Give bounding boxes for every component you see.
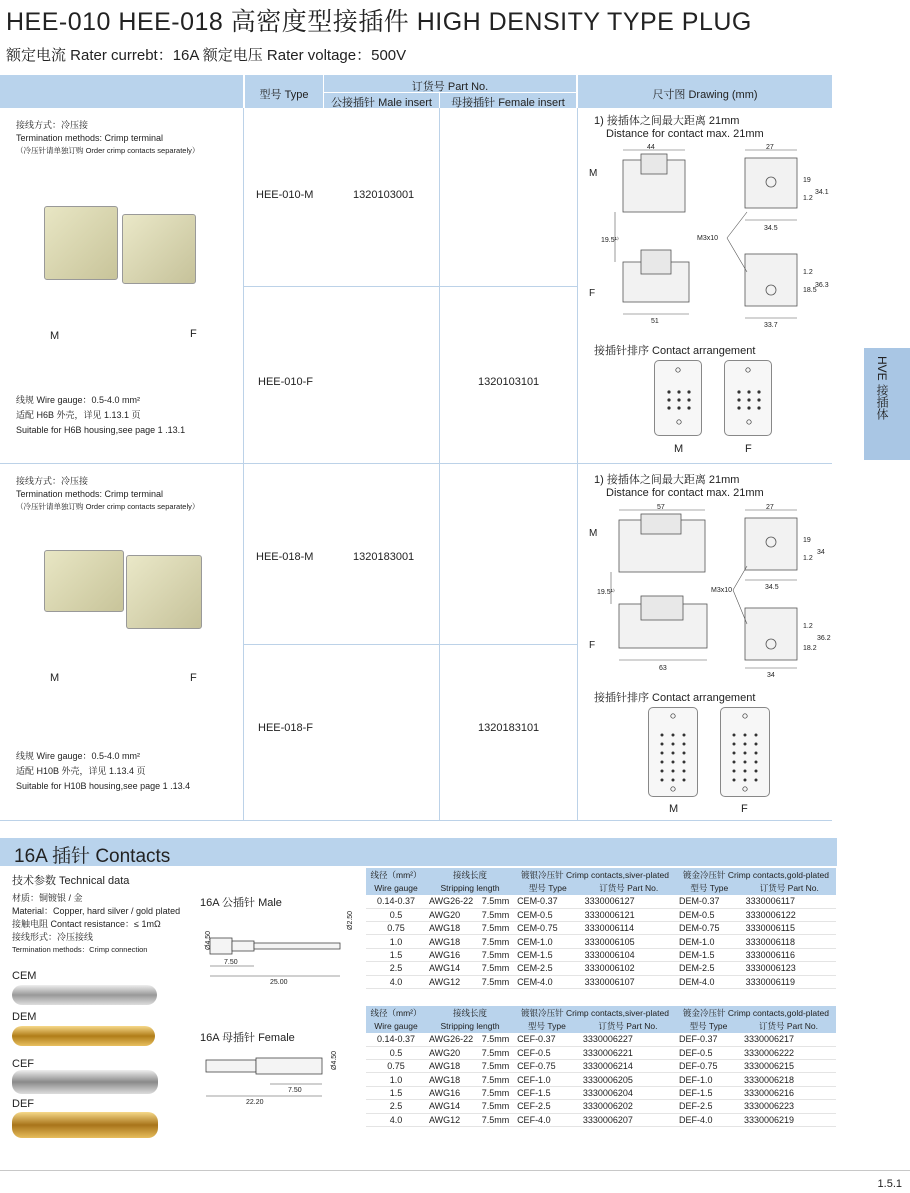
th-strip: 接线长度: [426, 868, 514, 881]
termination-en: Termination methods: Crimp terminal: [16, 489, 164, 499]
dim-h4: 18.5: [803, 287, 817, 294]
table-row: [366, 922, 836, 935]
table-row: [366, 935, 836, 948]
male-dim-l1: 7.50: [224, 959, 238, 966]
dim-side-top: 27: [766, 504, 774, 511]
table-cell: 3330006217: [741, 1033, 836, 1046]
table-cell: DEM-1.0: [676, 935, 743, 948]
table-cell: 1.5: [366, 1086, 426, 1099]
table-cell: AWG18: [426, 1073, 479, 1086]
th-wire: 线径（mm²）: [366, 868, 426, 881]
row1-label-f: F: [190, 328, 197, 340]
hee-010-photo-female: [122, 214, 196, 284]
table-cell: AWG12: [426, 1113, 479, 1126]
table-cell: 3330006202: [580, 1100, 676, 1113]
dim-h1: 19: [803, 537, 811, 544]
page-number: 1.5.1: [877, 1178, 902, 1190]
footer-divider: [0, 1170, 910, 1171]
table-cell: DEM-0.37: [676, 895, 743, 908]
table-cell: DEF-0.75: [676, 1060, 741, 1073]
th-gold: 镀金冷压针 Crimp contacts,gold-plated: [676, 1006, 836, 1019]
table-cell: 3330006221: [580, 1046, 676, 1059]
th-type: 型号 Type: [676, 1019, 741, 1032]
table-cell: 3330006105: [582, 935, 676, 948]
th-part: 订货号 Part No.: [741, 1019, 836, 1032]
th-strip-2: Stripping length: [426, 1019, 514, 1032]
table-cell: CEF-1.0: [514, 1073, 580, 1086]
table-cell: 3330006216: [741, 1086, 836, 1099]
th-type: 型号 Type: [514, 881, 582, 894]
table-cell: CEM-2.5: [514, 962, 582, 975]
th-gold: 镀金冷压针 Crimp contacts,gold-plated: [676, 868, 836, 881]
dim-gap: 19.5¹⁾: [601, 237, 619, 244]
table-cell: 2.5: [366, 962, 426, 975]
table-cell: CEF-0.5: [514, 1046, 580, 1059]
col-partno-header: 订货号 Part No.: [411, 81, 489, 93]
table-cell: 3330006107: [582, 975, 676, 988]
table-row: [366, 1046, 836, 1059]
material-cn: 材质：铜镀银 / 金: [12, 893, 83, 903]
table-cell: 0.75: [366, 1060, 426, 1073]
dim-h2: 1.2: [803, 195, 813, 202]
part-hee-018-m: 1320183001: [353, 551, 415, 563]
th-strip-2: Stripping length: [426, 881, 514, 894]
hee-018-pin-dots: [648, 707, 772, 799]
table-row: [366, 1073, 836, 1086]
side-tab-label: HVE 接插体: [875, 356, 889, 421]
table-cell: CEM-0.75: [514, 922, 582, 935]
dim-top-width: 44: [647, 144, 655, 151]
table-cell: 7.5mm: [479, 908, 514, 921]
female-dim-d1: Ø4.50: [331, 1050, 338, 1070]
table-cell: AWG26-22: [426, 1033, 479, 1046]
table-cell: 3330006118: [743, 935, 836, 948]
table-cell: 3330006117: [743, 895, 836, 908]
part-hee-010-m: 1320103001: [353, 189, 415, 201]
type-hee-010-f: HEE-010-F: [258, 376, 314, 388]
row2-arr-m: M: [669, 803, 679, 815]
resistance: 接触电阻 Contact resistance：≤ 1mΩ: [12, 919, 161, 929]
term-connection-en: Termination methods：Crimp connection: [12, 945, 148, 954]
th-type: 型号 Type: [676, 881, 743, 894]
table-cell: CEF-4.0: [514, 1113, 580, 1126]
type-hee-018-m: HEE-018-M: [256, 551, 314, 563]
dim-side-w2: 33.7: [764, 322, 778, 329]
table-cell: 3330006223: [741, 1100, 836, 1113]
male-contacts-table: [366, 868, 836, 989]
table-cell: DEM-2.5: [676, 962, 743, 975]
housing-cn: 适配 H10B 外壳，详见 1.13.4 页: [16, 766, 146, 776]
row1-arrangement-title: 接插针排序 Contact arrangement: [594, 345, 756, 357]
table-row: [366, 1033, 836, 1046]
table-cell: 0.14-0.37: [366, 895, 426, 908]
table-row: [366, 895, 836, 908]
table-row: [366, 1086, 836, 1099]
hee-018-photo-female: [126, 555, 202, 629]
table-cell: AWG16: [426, 948, 479, 961]
wire-gauge: 线规 Wire gauge：0.5-4.0 mm²: [16, 395, 141, 405]
table-cell: 7.5mm: [479, 895, 514, 908]
table-cell: AWG18: [426, 935, 479, 948]
table-cell: 3330006121: [582, 908, 676, 921]
table-cell: 3330006115: [743, 922, 836, 935]
table-cell: 1.0: [366, 935, 426, 948]
distance-en: Distance for contact max. 21mm: [606, 487, 764, 499]
female-title: 16A 母插针 Female: [200, 1032, 295, 1044]
table-cell: AWG14: [426, 1100, 479, 1113]
table-cell: 7.5mm: [479, 935, 514, 948]
table-cell: 7.5mm: [479, 962, 514, 975]
row1-arr-m: M: [674, 443, 684, 455]
male-dim-d2: Ø2.50: [347, 910, 354, 930]
row1-distance-note: [594, 115, 764, 141]
photo-label-dem: DEM: [12, 1011, 37, 1023]
table-cell: 7.5mm: [479, 1113, 514, 1126]
table-cell: 3330006104: [582, 948, 676, 961]
dim-screw: M3x10: [697, 235, 719, 242]
table-cell: 3330006227: [580, 1033, 676, 1046]
row2-arrangement-title: 接插针排序 Contact arrangement: [594, 692, 756, 704]
dim-h3: 34: [817, 549, 825, 556]
table-cell: 3330006102: [582, 962, 676, 975]
table-cell: CEM-1.5: [514, 948, 582, 961]
table-cell: 7.5mm: [479, 1033, 514, 1046]
dim-gap: 19.5¹⁾: [597, 589, 615, 596]
table-cell: CEM-1.0: [514, 935, 582, 948]
table-cell: DEF-0.37: [676, 1033, 741, 1046]
drawing-label-m: M: [589, 168, 598, 179]
dim-h1: 19: [803, 177, 811, 184]
dim-h5: 1.2: [803, 269, 813, 276]
table-cell: AWG12: [426, 975, 479, 988]
table-cell: 4.0: [366, 975, 426, 988]
table-cell: 7.5mm: [479, 1100, 514, 1113]
table-cell: 3330006119: [743, 975, 836, 988]
side-tab[interactable]: [864, 348, 910, 460]
type-hee-010-m: HEE-010-M: [256, 189, 314, 201]
table-cell: AWG18: [426, 1060, 479, 1073]
table-cell: 0.75: [366, 922, 426, 935]
female-pin-drawing: [196, 1040, 358, 1110]
table-cell: AWG20: [426, 1046, 479, 1059]
material-en: Material：Copper, hard silver / gold plated: [12, 906, 181, 916]
termination-en: Termination methods: Crimp terminal: [16, 133, 164, 143]
table-cell: 3330006116: [743, 948, 836, 961]
table-cell: 3330006204: [580, 1086, 676, 1099]
table-cell: 7.5mm: [479, 1046, 514, 1059]
row2-label-m: M: [50, 672, 60, 684]
dim-top-width: 57: [657, 504, 665, 511]
female-contacts-table: [366, 1006, 836, 1127]
table-cell: AWG16: [426, 1086, 479, 1099]
table-cell: CEM-0.5: [514, 908, 582, 921]
table-cell: DEF-0.5: [676, 1046, 741, 1059]
male-pin-drawing: [196, 908, 358, 988]
table-cell: 3330006218: [741, 1073, 836, 1086]
contacts-section-bar: [0, 838, 837, 866]
table-cell: AWG20: [426, 908, 479, 921]
part-hee-010-f: 1320103101: [478, 376, 540, 388]
photo-label-def: DEF: [12, 1098, 34, 1110]
table-cell: 3330006207: [580, 1113, 676, 1126]
table-cell: 3330006215: [741, 1060, 836, 1073]
cef-pin-photo: [12, 1070, 158, 1094]
table-cell: 7.5mm: [479, 1086, 514, 1099]
part-hee-018-f: 1320183101: [478, 722, 540, 734]
table-cell: 7.5mm: [479, 948, 514, 961]
th-type: 型号 Type: [514, 1019, 580, 1032]
th-wire: 线径（mm²）: [366, 1006, 426, 1019]
dem-pin-photo: [12, 1026, 155, 1046]
termination-note: （冷压针请单独订购 Order crimp contacts separately）: [16, 146, 200, 155]
table-cell: 7.5mm: [479, 975, 514, 988]
hee-018-dimension-drawing: [585, 500, 835, 680]
table-cell: CEM-0.37: [514, 895, 582, 908]
dim-bottom-width: 51: [651, 318, 659, 325]
termination-cn: 接线方式：冷压接: [16, 120, 89, 130]
table-cell: CEF-1.5: [514, 1086, 580, 1099]
drawing-label-m: M: [589, 528, 598, 539]
table-cell: DEF-2.5: [676, 1100, 741, 1113]
table-cell: CEM-4.0: [514, 975, 582, 988]
table-row: [366, 1100, 836, 1113]
drawing-label-f: F: [589, 288, 596, 299]
hee-010-photo-male: [44, 206, 118, 280]
table-cell: 4.0: [366, 1113, 426, 1126]
col-drawing-header: 尺寸图 Drawing (mm): [652, 89, 758, 101]
wire-gauge: 线规 Wire gauge：0.5-4.0 mm²: [16, 751, 141, 761]
row1-arr-f: F: [745, 443, 752, 455]
th-wire-2: Wire gauge: [366, 881, 426, 894]
dim-side-top: 27: [766, 144, 774, 151]
row1-description: [16, 119, 241, 156]
table-cell: 7.5mm: [479, 1060, 514, 1073]
termination-cn: 接线方式：冷压接: [16, 476, 89, 486]
dim-h6: 36.2: [817, 635, 831, 642]
table-cell: DEF-1.5: [676, 1086, 741, 1099]
table-row: [366, 948, 836, 961]
table-row: [366, 962, 836, 975]
table-cell: CEF-0.75: [514, 1060, 580, 1073]
dim-side-w1: 34.5: [764, 225, 778, 232]
def-pin-photo: [12, 1112, 158, 1138]
row2-specs: [16, 750, 241, 793]
hee-018-photo-male: [44, 550, 124, 612]
col-female-header: 母接插针 Female insert: [451, 97, 565, 109]
th-part: 订货号 Part No.: [580, 1019, 676, 1032]
dim-side-w1: 34.5: [765, 584, 779, 591]
male-dim-l2: 25.00: [270, 979, 288, 986]
housing-en: Suitable for H10B housing,see page 1 .13.4: [16, 781, 191, 791]
table-cell: CEF-2.5: [514, 1100, 580, 1113]
table-cell: 1.5: [366, 948, 426, 961]
page-title: HEE-010 HEE-018 高密度型接插件 HIGH DENSITY TYPE PLUG: [6, 8, 752, 36]
housing-en: Suitable for H6B housing,see page 1 .13.1: [16, 425, 186, 435]
table-row: [366, 1060, 836, 1073]
table-cell: 3330006127: [582, 895, 676, 908]
table-cell: 0.5: [366, 1046, 426, 1059]
distance-cn: 1) 接插体之间最大距离 21mm: [594, 115, 740, 127]
photo-label-cef: CEF: [12, 1058, 34, 1070]
col-male-header: 公接插针 Male insert: [331, 97, 432, 109]
housing-cn: 适配 H6B 外壳，详见 1.13.1 页: [16, 410, 141, 420]
dim-side-w2: 34: [767, 672, 775, 679]
table-cell: DEM-4.0: [676, 975, 743, 988]
table-row: [366, 1113, 836, 1126]
table-cell: 0.5: [366, 908, 426, 921]
distance-en: Distance for contact max. 21mm: [606, 128, 764, 140]
type-hee-018-f: HEE-018-F: [258, 722, 314, 734]
dim-bottom-width: 63: [659, 665, 667, 672]
table-cell: DEF-1.0: [676, 1073, 741, 1086]
row2-label-f: F: [190, 672, 197, 684]
table-row: [366, 975, 836, 988]
contacts-title: 16A 插针 Contacts: [14, 846, 171, 867]
th-strip: 接线长度: [426, 1006, 514, 1019]
table-cell: 7.5mm: [479, 922, 514, 935]
cem-pin-photo: [12, 985, 157, 1005]
dim-h2: 1.2: [803, 555, 813, 562]
table-cell: 3330006219: [741, 1113, 836, 1126]
dim-screw: M3x10: [711, 587, 733, 594]
table-cell: DEM-1.5: [676, 948, 743, 961]
table-cell: 3330006214: [580, 1060, 676, 1073]
technical-data: [12, 872, 202, 955]
table-cell: 3330006123: [743, 962, 836, 975]
col-type-header: 型号 Type: [259, 89, 309, 101]
dim-h3: 34.1: [815, 189, 829, 196]
table-cell: CEF-0.37: [514, 1033, 580, 1046]
table-cell: DEM-0.75: [676, 922, 743, 935]
row1-specs: [16, 394, 241, 437]
th-silver: 镀银冷压针 Crimp contacts,siver-plated: [514, 1006, 676, 1019]
table-cell: DEM-0.5: [676, 908, 743, 921]
table-cell: AWG18: [426, 922, 479, 935]
hee-010-pin-dots: [654, 360, 774, 440]
tech-title: 技术参数 Technical data: [12, 875, 130, 887]
th-wire-2: Wire gauge: [366, 1019, 426, 1032]
termination-note: （冷压针请单独订购 Order crimp contacts separately）: [16, 502, 200, 511]
table-cell: 3330006222: [741, 1046, 836, 1059]
rating-line: 额定电流 Rater currebt：16A 额定电压 Rater voltage：500V: [6, 47, 407, 64]
th-part: 订货号 Part No.: [743, 881, 836, 894]
drawing-label-f: F: [589, 640, 596, 651]
th-silver: 镀银冷压针 Crimp contacts,siver-plated: [514, 868, 676, 881]
dim-h6: 36.3: [815, 282, 829, 289]
table-cell: 3330006205: [580, 1073, 676, 1086]
row2-description: [16, 475, 241, 512]
photo-label-cem: CEM: [12, 970, 37, 982]
table-cell: 0.14-0.37: [366, 1033, 426, 1046]
male-title: 16A 公插针 Male: [200, 897, 282, 909]
female-dim-l1: 7.50: [288, 1087, 302, 1094]
distance-cn: 1) 接插体之间最大距离 21mm: [594, 474, 740, 486]
table-row: [366, 908, 836, 921]
table-cell: 2.5: [366, 1100, 426, 1113]
hee-010-dimension-drawing: [585, 142, 835, 332]
th-part: 订货号 Part No.: [582, 881, 676, 894]
row2-arr-f: F: [741, 803, 748, 815]
table-cell: AWG26-22: [426, 895, 479, 908]
row2-distance-note: [594, 474, 764, 500]
row1-label-m: M: [50, 330, 60, 342]
table-cell: 1.0: [366, 1073, 426, 1086]
table-cell: 7.5mm: [479, 1073, 514, 1086]
table-cell: 3330006122: [743, 908, 836, 921]
table-cell: 3330006114: [582, 922, 676, 935]
table-cell: AWG14: [426, 962, 479, 975]
term-connection-cn: 接线形式：冷压接线: [12, 932, 94, 942]
dim-h5: 1.2: [803, 623, 813, 630]
female-dim-l2: 22.20: [246, 1099, 264, 1106]
dim-h4: 18.2: [803, 645, 817, 652]
male-dim-d1: Ø4.50: [205, 930, 212, 950]
table-cell: DEF-4.0: [676, 1113, 741, 1126]
